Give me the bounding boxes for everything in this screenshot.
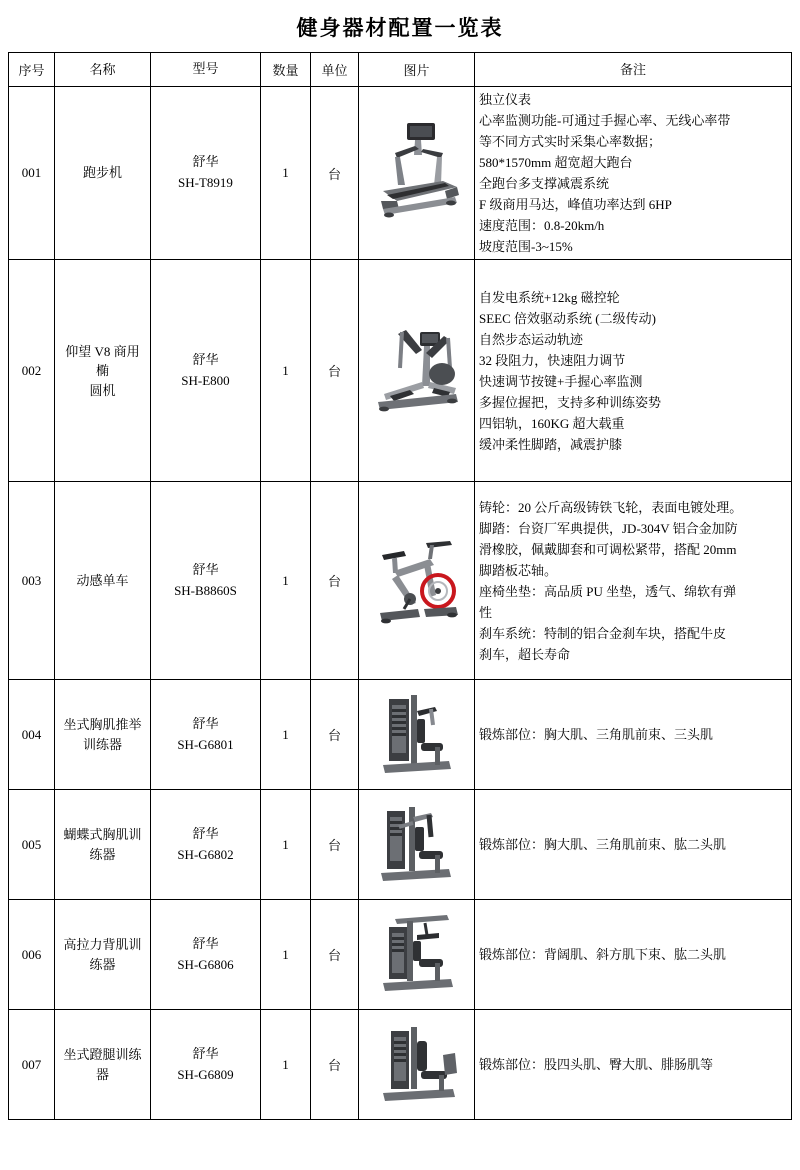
remark-line: F 级商用马达，峰值功率达到 6HP [479, 197, 672, 213]
cell-image [359, 680, 475, 790]
cell-image [359, 790, 475, 900]
cell-unit: 台 [311, 87, 359, 260]
cell-quantity: 1 [261, 680, 311, 790]
cell-unit: 台 [311, 260, 359, 482]
model-brand: 舒华 [192, 716, 219, 732]
table-row [9, 1010, 792, 1120]
cell-quantity: 1 [261, 790, 311, 900]
remark-line: 心率监测功能-可通过手握心率、无线心率带 [479, 113, 731, 129]
chest-press-photo [363, 685, 470, 785]
cell-index: 007 [9, 1010, 55, 1120]
name-line: 器 [95, 1066, 109, 1082]
model-brand: 舒华 [192, 154, 219, 170]
cell-remark [475, 790, 792, 900]
table-row [9, 790, 792, 900]
cell-index: 002 [9, 260, 55, 482]
cell-model [151, 260, 261, 482]
name-line: 蝴蝶式胸肌训 [63, 827, 142, 843]
cell-index: 003 [9, 482, 55, 680]
cell-name [55, 790, 151, 900]
cell-remark [475, 900, 792, 1010]
remark-line: 脚踏：台资厂军典提供，JD-304V 铝合金加防 [479, 520, 738, 536]
header-unit: 单位 [311, 53, 359, 87]
remark-line: 全跑台多支撑减震系统 [479, 176, 610, 192]
remark-line: 滑橡胶，佩戴脚套和可调松紧带，搭配 20mm [479, 541, 737, 557]
remark-line: SEEC 倍效驱动系统 (二级传动) [479, 310, 656, 326]
table-body [9, 87, 792, 1120]
cell-remark [475, 482, 792, 680]
model-code: SH-G6809 [177, 1066, 234, 1082]
table-header-row [9, 53, 792, 87]
model-code: SH-G6806 [177, 956, 234, 972]
remark-line: 自发电系统+12kg 磁控轮 [479, 289, 620, 305]
cell-image [359, 900, 475, 1010]
remark-line: 独立仪表 [479, 92, 532, 107]
cell-quantity: 1 [261, 87, 311, 260]
equipment-table [8, 52, 792, 1120]
table-row [9, 87, 792, 260]
page-title: 健身器材配置一览表 [296, 16, 504, 40]
model-brand: 舒华 [192, 826, 219, 842]
remark-line: 等不同方式实时采集心率数据； [479, 134, 662, 150]
remark-line: 锻炼部位：股四头肌、臀大肌、腓肠肌等 [479, 1057, 714, 1073]
table-row [9, 680, 792, 790]
remark-line: 快速调节按键+手握心率监测 [479, 373, 643, 389]
cell-model [151, 900, 261, 1010]
header-quantity: 数量 [261, 53, 311, 87]
cell-name [55, 260, 151, 482]
cell-remark [475, 260, 792, 482]
table-row [9, 900, 792, 1010]
header-index: 序号 [9, 53, 55, 87]
model-code: SH-T8919 [178, 175, 233, 191]
remark-line: 座椅坐垫：高品质 PU 坐垫，透气、绵软有弹 [479, 583, 737, 599]
name-line: 仰望 V8 商用椭 [65, 343, 140, 379]
remark-line: 锻炼部位：胸大肌、三角肌前束、肱二头肌 [479, 837, 727, 853]
cell-quantity: 1 [261, 1010, 311, 1120]
elliptical-photo [363, 310, 470, 432]
model-code: SH-E800 [181, 372, 230, 388]
remark-line: 缓冲柔性脚踏，减震护膝 [479, 437, 623, 453]
remark-line: 速度范围：0.8-20km/h [479, 218, 605, 234]
cell-remark [475, 680, 792, 790]
remark-line: 锻炼部位：背阔肌、斜方肌下束、肱二头肌 [479, 947, 727, 963]
cell-index: 004 [9, 680, 55, 790]
cell-unit: 台 [311, 1010, 359, 1120]
remark-line: 自然步态运动轨迹 [479, 331, 584, 347]
remark-line: 580*1570mm 超宽超大跑台 [479, 155, 633, 171]
remark-line: 锻炼部位：胸大肌、三角肌前束、三头肌 [479, 727, 714, 743]
remark-line: 脚踏板芯轴。 [479, 562, 558, 578]
table-row [9, 482, 792, 680]
remark-line: 铸轮：20 公斤高级铸铁飞轮，表面电镀处理。 [479, 499, 743, 515]
pec-fly-photo [363, 795, 470, 895]
model-brand: 舒华 [192, 1046, 219, 1062]
cell-image [359, 1010, 475, 1120]
cell-unit: 台 [311, 790, 359, 900]
name-line: 坐式胸肌推举 [63, 717, 142, 733]
model-brand: 舒华 [192, 562, 219, 578]
cell-index: 005 [9, 790, 55, 900]
cell-name [55, 900, 151, 1010]
model-code: SH-G6802 [177, 846, 234, 862]
cell-unit: 台 [311, 482, 359, 680]
cell-quantity: 1 [261, 482, 311, 680]
header-name: 名称 [55, 53, 151, 87]
remark-line: 性 [479, 604, 493, 620]
cell-image [359, 260, 475, 482]
cell-name [55, 482, 151, 680]
cell-name [55, 87, 151, 260]
cell-name [55, 680, 151, 790]
name-line: 练器 [89, 846, 116, 862]
name-line: 跑步机 [82, 165, 122, 181]
cell-model [151, 87, 261, 260]
name-line: 高拉力背肌训 [63, 937, 142, 953]
model-brand: 舒华 [192, 352, 219, 368]
cell-quantity: 1 [261, 900, 311, 1010]
cell-model [151, 482, 261, 680]
cell-index: 001 [9, 87, 55, 260]
name-line: 训练器 [82, 736, 122, 752]
cell-index: 006 [9, 900, 55, 1010]
cell-model [151, 680, 261, 790]
cell-unit: 台 [311, 680, 359, 790]
leg-press-photo [363, 1015, 470, 1115]
cell-name [55, 1010, 151, 1120]
treadmill-photo [363, 113, 470, 233]
remark-line: 多握位握把，支持多种训练姿势 [479, 394, 662, 410]
model-code: SH-G6801 [177, 736, 234, 752]
name-line: 练器 [89, 956, 116, 972]
cell-image [359, 87, 475, 260]
header-image: 图片 [359, 53, 475, 87]
name-line: 坐式蹬腿训练 [63, 1047, 142, 1063]
remark-line: 四铝轨，160KG 超大载重 [479, 415, 625, 431]
cell-model [151, 1010, 261, 1120]
header-model: 型号 [151, 53, 261, 87]
lat-pulldown-photo [363, 905, 470, 1005]
cell-model [151, 790, 261, 900]
remark-line: 刹车，超长寿命 [479, 647, 571, 663]
model-code: SH-B8860S [174, 582, 237, 598]
name-line: 圆机 [89, 382, 116, 398]
cell-image [359, 482, 475, 680]
cell-remark [475, 1010, 792, 1120]
cell-remark [475, 87, 792, 260]
spin-bike-photo [363, 525, 470, 637]
remark-line: 32 段阻力，快速阻力调节 [479, 352, 626, 368]
cell-unit: 台 [311, 900, 359, 1010]
remark-line: 坡度范围-3~15% [479, 239, 573, 255]
model-brand: 舒华 [192, 936, 219, 952]
table-row [9, 260, 792, 482]
name-line: 动感单车 [76, 573, 129, 589]
cell-quantity: 1 [261, 260, 311, 482]
header-remark: 备注 [475, 53, 792, 87]
remark-line: 刹车系统：特制的铝合金刹车块，搭配牛皮 [479, 625, 727, 641]
table-header [9, 53, 792, 87]
